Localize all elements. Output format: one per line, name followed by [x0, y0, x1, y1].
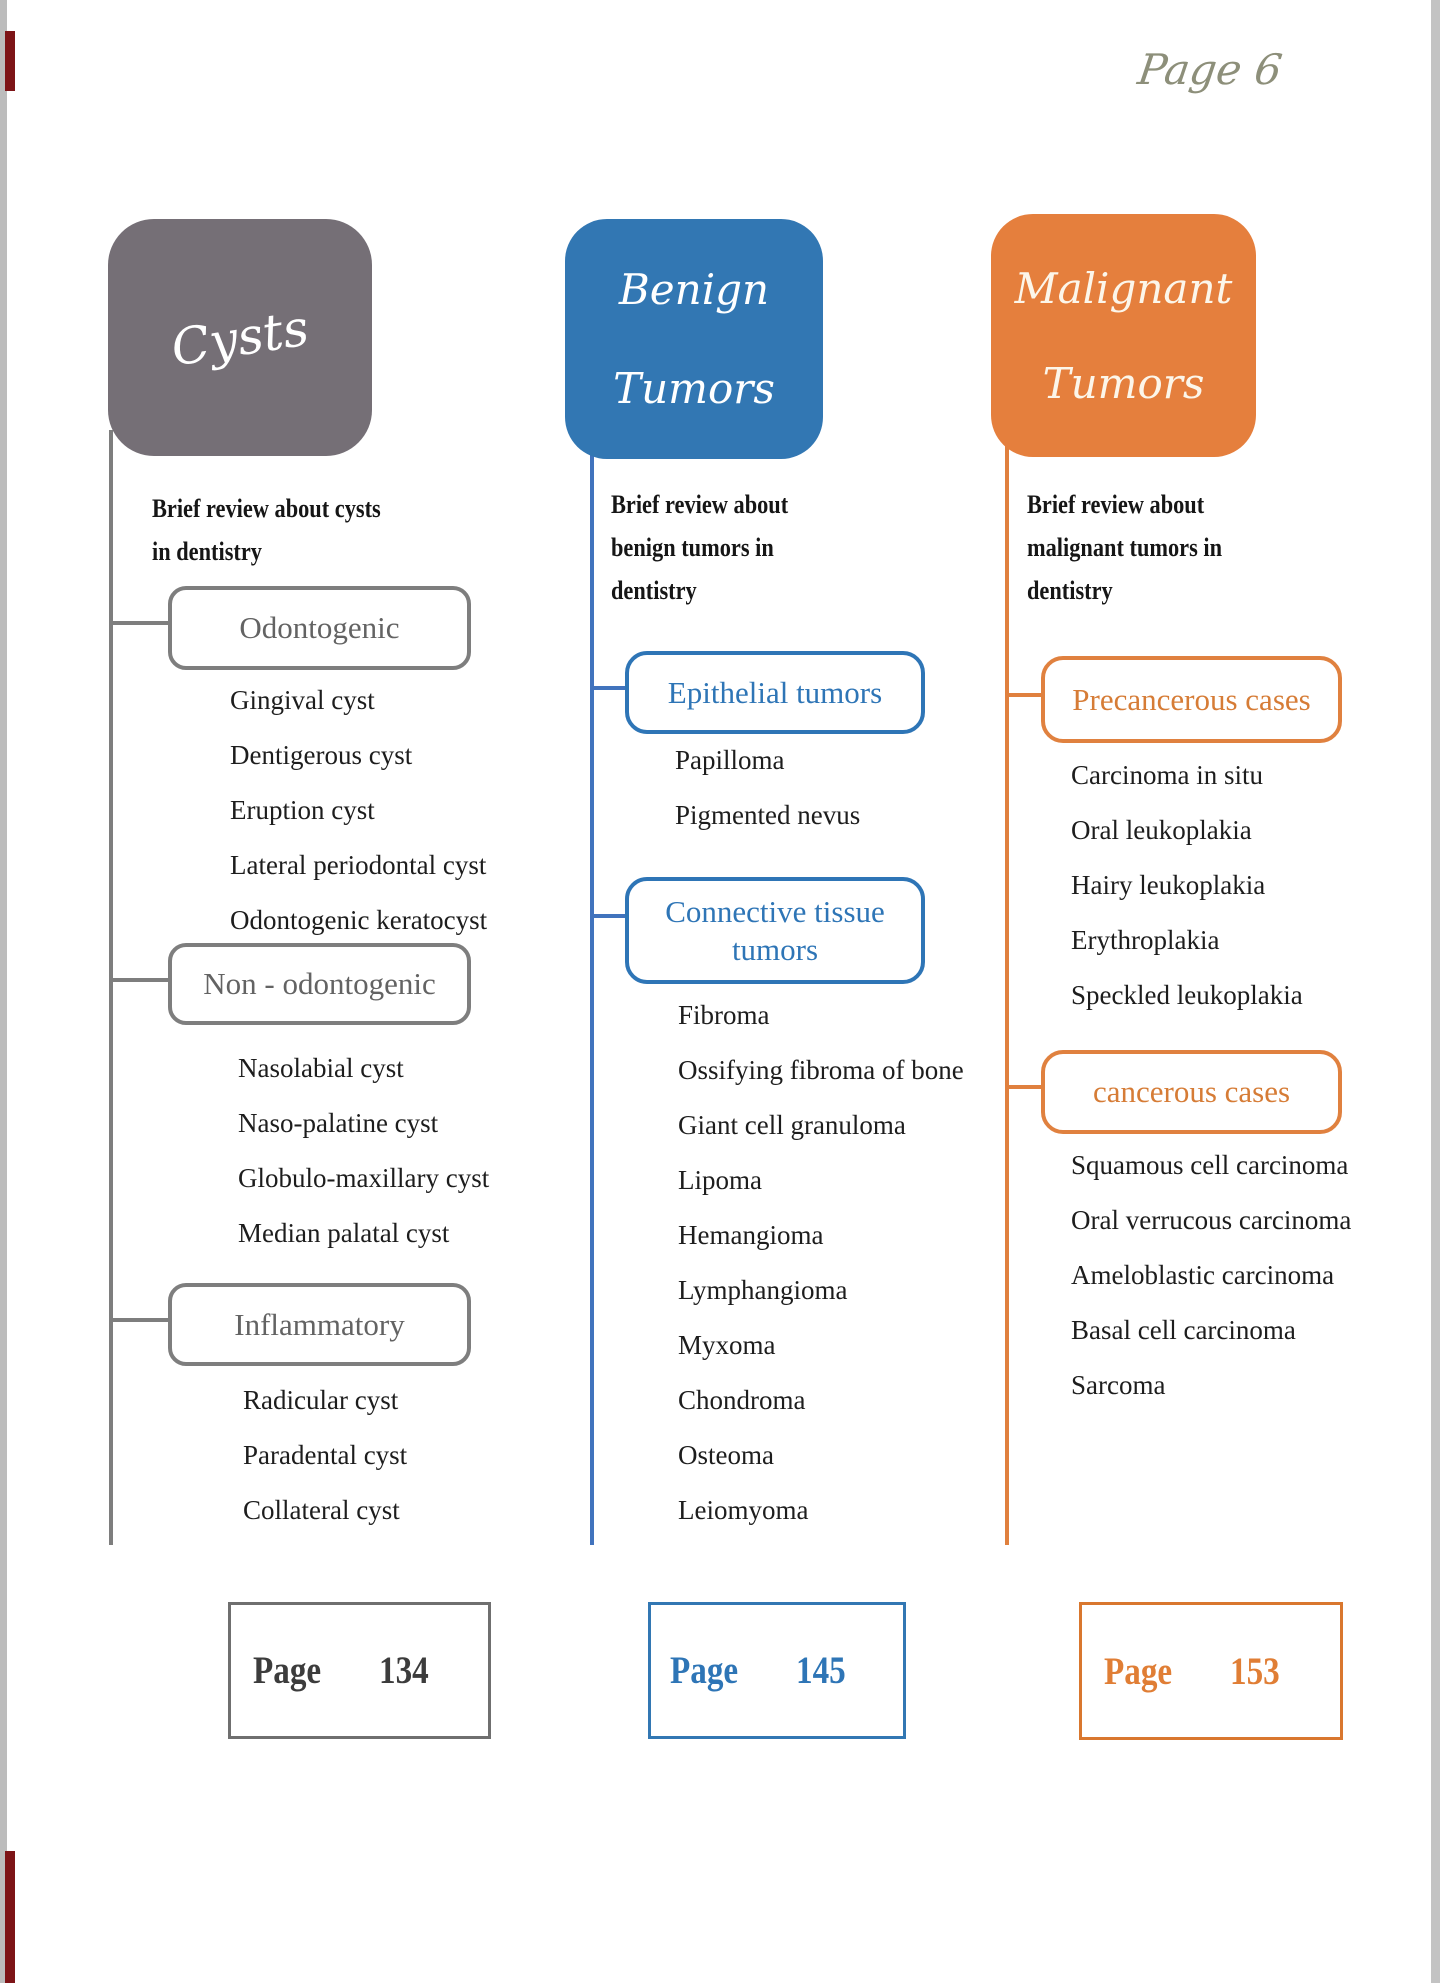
- page-ref-number: 153: [1230, 1649, 1280, 1693]
- section-label-line: cancerous cases: [1092, 1074, 1291, 1109]
- list-item: Lipoma: [678, 1165, 762, 1195]
- page-ref-number: 145: [796, 1649, 846, 1692]
- list-item: Odontogenic keratocyst: [230, 905, 488, 935]
- review-line: Brief review about: [611, 490, 789, 519]
- section-label-line: Odontogenic: [239, 610, 400, 645]
- list-item: Pigmented nevus: [675, 800, 861, 830]
- list-item: Sarcoma: [1071, 1370, 1166, 1400]
- tree-line-benign: [590, 445, 594, 1545]
- red-edge-mark-top: [5, 31, 15, 91]
- list-item: Papilloma: [675, 745, 785, 775]
- section-label-line: tumors: [731, 931, 819, 967]
- category-title-line: Tumors: [1042, 358, 1205, 408]
- category-header-benign-tumors: [565, 219, 823, 459]
- page-ref-number: 134: [379, 1649, 429, 1692]
- list-item: Myxoma: [678, 1330, 776, 1360]
- connector-odontogenic: [111, 621, 169, 625]
- section-box-cancerous-cases: [1041, 1050, 1342, 1134]
- list-item: Speckled leukoplakia: [1071, 980, 1303, 1010]
- scan-edge-left: [0, 0, 7, 1983]
- connector-cancerous: [1007, 1085, 1042, 1089]
- review-line: malignant tumors in: [1027, 533, 1223, 562]
- list-item: Collateral cyst: [243, 1495, 400, 1525]
- list-item: Radicular cyst: [243, 1385, 399, 1415]
- category-title-line: Tumors: [613, 364, 775, 413]
- list-item: Fibroma: [678, 1000, 770, 1030]
- item-list-connective: [678, 988, 964, 1538]
- list-item: Eruption cyst: [230, 795, 375, 825]
- list-item: Lateral periodontal cyst: [230, 850, 487, 880]
- review-line: benign tumors in: [611, 533, 774, 562]
- review-line: Brief review about cysts: [152, 494, 381, 523]
- list-item: Oral verrucous carcinoma: [1071, 1205, 1352, 1235]
- tree-line-malignant: [1005, 445, 1009, 1545]
- list-item: Hairy leukoplakia: [1071, 870, 1266, 900]
- list-item: Lymphangioma: [678, 1275, 848, 1305]
- connector-connective: [592, 914, 626, 918]
- category-title-line: Benign: [618, 265, 770, 314]
- section-box-precancerous-cases: [1041, 656, 1342, 743]
- connector-precancerous: [1007, 693, 1042, 697]
- connector-non-odontogenic: [111, 978, 169, 982]
- section-box-connective-tissue-tumors: [625, 877, 925, 984]
- list-item: Ameloblastic carcinoma: [1071, 1260, 1335, 1290]
- list-item: Paradental cyst: [243, 1440, 408, 1470]
- list-item: Leiomyoma: [678, 1495, 809, 1525]
- list-item: Squamous cell carcinoma: [1071, 1150, 1349, 1180]
- page-ref-box-malignant: [1079, 1602, 1343, 1740]
- review-line: in dentistry: [152, 537, 262, 566]
- list-item: Nasolabial cyst: [238, 1053, 404, 1083]
- section-box-inflammatory: [168, 1283, 471, 1366]
- review-line: Brief review about: [1027, 490, 1205, 519]
- review-text-benign: [611, 483, 788, 612]
- item-list-non-odontogenic: [238, 1041, 489, 1261]
- category-header-malignant-tumors: [991, 214, 1256, 457]
- list-item: Gingival cyst: [230, 685, 375, 715]
- item-list-precancerous: [1071, 748, 1303, 1023]
- list-item: Median palatal cyst: [238, 1218, 450, 1248]
- list-item: Globulo-maxillary cyst: [238, 1163, 490, 1193]
- item-list-odontogenic: [230, 673, 487, 948]
- category-title-line: Cysts: [167, 298, 313, 377]
- list-item: Erythroplakia: [1071, 925, 1220, 955]
- page-ref-label: Page: [253, 1649, 322, 1692]
- list-item: Dentigerous cyst: [230, 740, 413, 770]
- list-item: Oral leukoplakia: [1071, 815, 1252, 845]
- review-line: dentistry: [1027, 576, 1113, 605]
- connector-epithelial: [592, 686, 626, 690]
- page-ref-label: Page: [670, 1649, 739, 1692]
- section-label-line: Connective tissue: [665, 893, 885, 929]
- page-number-script: Page 6: [1134, 45, 1286, 94]
- list-item: Hemangioma: [678, 1220, 824, 1250]
- section-box-non-odontogenic: [168, 943, 471, 1025]
- list-item: Naso-palatine cyst: [238, 1108, 439, 1138]
- scan-edge-right: [1431, 0, 1440, 1983]
- review-text-cysts: [152, 487, 381, 573]
- section-label-line: Non - odontogenic: [203, 966, 436, 1001]
- review-text-malignant: [1027, 483, 1222, 612]
- section-box-epithelial-tumors: [625, 651, 925, 734]
- page-ref-label: Page: [1104, 1649, 1173, 1693]
- section-label-line: Epithelial tumors: [667, 674, 883, 710]
- list-item: Carcinoma in situ: [1071, 760, 1263, 790]
- category-header-cysts: [108, 219, 372, 456]
- list-item: Ossifying fibroma of bone: [678, 1055, 964, 1085]
- section-label-line: Precancerous cases: [1072, 681, 1311, 717]
- review-line: dentistry: [611, 576, 697, 605]
- list-item: Giant cell granuloma: [678, 1110, 906, 1140]
- tree-line-cysts: [109, 430, 113, 1545]
- page-ref-box-benign: [648, 1602, 906, 1739]
- item-list-epithelial: [675, 733, 860, 843]
- list-item: Osteoma: [678, 1440, 774, 1470]
- item-list-cancerous: [1071, 1138, 1351, 1413]
- item-list-inflammatory: [243, 1373, 407, 1538]
- red-edge-mark-bottom: [5, 1851, 15, 1983]
- section-label-line: Inflammatory: [234, 1306, 405, 1342]
- list-item: Chondroma: [678, 1385, 806, 1415]
- section-box-odontogenic: [168, 586, 471, 670]
- page-ref-box-cysts: [228, 1602, 491, 1739]
- connector-inflammatory: [111, 1318, 169, 1322]
- category-title-line: Malignant: [1014, 263, 1233, 313]
- list-item: Basal cell carcinoma: [1071, 1315, 1296, 1345]
